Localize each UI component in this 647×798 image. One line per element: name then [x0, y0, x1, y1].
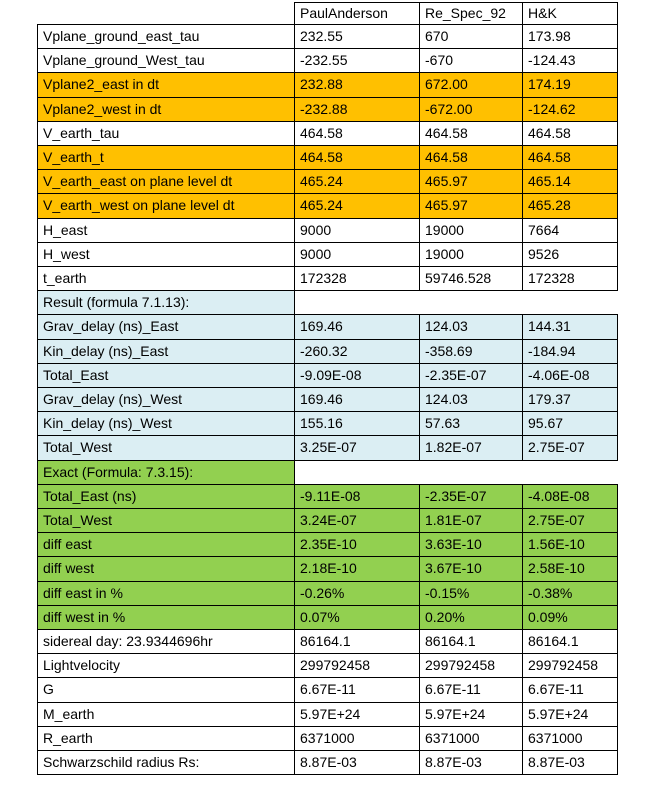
value-cell: 3.25E-07	[295, 436, 420, 460]
table-row	[38, 267, 618, 291]
row-label-cell: H_west	[38, 242, 295, 266]
value-cell: 172328	[523, 267, 618, 291]
table-row	[38, 291, 618, 315]
value-cell: 2.18E-10	[295, 557, 420, 581]
row-label-cell: Total_West	[38, 509, 295, 533]
table-row	[38, 315, 618, 339]
row-label-cell: Kin_delay (ns)_West	[38, 412, 295, 436]
section-blank-cell	[295, 291, 618, 315]
section-blank-cell	[295, 460, 618, 484]
value-cell: -670	[420, 49, 523, 73]
value-cell: -0.15%	[420, 581, 523, 605]
value-cell: 179.37	[523, 388, 618, 412]
value-cell: 173.98	[523, 25, 618, 49]
value-cell: 464.58	[295, 121, 420, 145]
value-cell: 299792458	[295, 654, 420, 678]
value-cell: -0.38%	[523, 581, 618, 605]
value-cell: 5.97E+24	[420, 702, 523, 726]
value-cell: 2.75E-07	[523, 509, 618, 533]
row-label-cell: Vplane_ground_West_tau	[38, 49, 295, 73]
table-row	[38, 97, 618, 121]
table-row	[38, 170, 618, 194]
table-row	[38, 25, 618, 49]
table-row	[38, 678, 618, 702]
value-cell: 3.67E-10	[420, 557, 523, 581]
table-row	[38, 654, 618, 678]
value-cell: 465.28	[523, 194, 618, 218]
row-label-cell: Lightvelocity	[38, 654, 295, 678]
table-row	[38, 509, 618, 533]
table-row	[38, 218, 618, 242]
value-cell: 7664	[523, 218, 618, 242]
section-label: Result (formula 7.1.13):	[38, 291, 295, 315]
table-row	[38, 363, 618, 387]
table-row	[38, 49, 618, 73]
value-cell: 6371000	[420, 726, 523, 750]
data-table	[37, 2, 618, 775]
value-cell: 174.19	[523, 73, 618, 97]
value-cell: 1.56E-10	[523, 533, 618, 557]
row-label-cell: M_earth	[38, 702, 295, 726]
row-label-cell: Total_East	[38, 363, 295, 387]
row-label-cell: H_east	[38, 218, 295, 242]
table-row	[38, 460, 618, 484]
row-label-cell: G	[38, 678, 295, 702]
value-cell: 86164.1	[420, 630, 523, 654]
row-label-cell: sidereal day: 23.9344696hr	[38, 630, 295, 654]
table-row	[38, 73, 618, 97]
value-cell: 464.58	[523, 146, 618, 170]
value-cell: 6.67E-11	[523, 678, 618, 702]
value-cell: 299792458	[523, 654, 618, 678]
value-cell: 1.82E-07	[420, 436, 523, 460]
row-label-cell: Vplane2_east in dt	[38, 73, 295, 97]
value-cell: 86164.1	[295, 630, 420, 654]
table-row	[38, 388, 618, 412]
value-cell: 8.87E-03	[295, 751, 420, 775]
value-cell: 169.46	[295, 388, 420, 412]
value-cell: 6371000	[523, 726, 618, 750]
value-cell: -672.00	[420, 97, 523, 121]
row-label-cell: Total_West	[38, 436, 295, 460]
value-cell: 8.87E-03	[523, 751, 618, 775]
header-hk: H&K	[523, 3, 618, 25]
value-cell: 19000	[420, 218, 523, 242]
row-label-cell: Grav_delay (ns)_West	[38, 388, 295, 412]
row-label-cell: Total_East (ns)	[38, 484, 295, 508]
value-cell: 0.09%	[523, 605, 618, 629]
value-cell: -124.62	[523, 97, 618, 121]
row-label-cell: Vplane_ground_east_tau	[38, 25, 295, 49]
value-cell: 465.24	[295, 170, 420, 194]
row-label-cell: V_earth_t	[38, 146, 295, 170]
table-row	[38, 630, 618, 654]
value-cell: 464.58	[295, 146, 420, 170]
value-cell: 6.67E-11	[420, 678, 523, 702]
value-cell: -2.35E-07	[420, 363, 523, 387]
value-cell: -260.32	[295, 339, 420, 363]
value-cell: 19000	[420, 242, 523, 266]
value-cell: 0.07%	[295, 605, 420, 629]
row-label-cell: diff east in %	[38, 581, 295, 605]
value-cell: -9.11E-08	[295, 484, 420, 508]
value-cell: 95.67	[523, 412, 618, 436]
table-body	[38, 25, 618, 775]
value-cell: -232.55	[295, 49, 420, 73]
table-row	[38, 242, 618, 266]
table-row	[38, 412, 618, 436]
value-cell: 464.58	[523, 121, 618, 145]
table-row	[38, 702, 618, 726]
table-row	[38, 751, 618, 775]
table-row	[38, 533, 618, 557]
row-label-cell: Schwarzschild radius Rs:	[38, 751, 295, 775]
value-cell: 1.81E-07	[420, 509, 523, 533]
value-cell: 155.16	[295, 412, 420, 436]
value-cell: 6371000	[295, 726, 420, 750]
row-label-cell: diff east	[38, 533, 295, 557]
value-cell: 232.88	[295, 73, 420, 97]
value-cell: 670	[420, 25, 523, 49]
table-row	[38, 581, 618, 605]
value-cell: 2.35E-10	[295, 533, 420, 557]
table-row	[38, 194, 618, 218]
value-cell: 172328	[295, 267, 420, 291]
spreadsheet-wrapper	[37, 2, 618, 775]
value-cell: 169.46	[295, 315, 420, 339]
value-cell: 3.24E-07	[295, 509, 420, 533]
value-cell: -4.06E-08	[523, 363, 618, 387]
value-cell: 3.63E-10	[420, 533, 523, 557]
value-cell: 124.03	[420, 388, 523, 412]
row-label-cell: t_earth	[38, 267, 295, 291]
value-cell: 2.75E-07	[523, 436, 618, 460]
section-label: Exact (Formula: 7.3.15):	[38, 460, 295, 484]
value-cell: 5.97E+24	[295, 702, 420, 726]
value-cell: -358.69	[420, 339, 523, 363]
header-row	[38, 3, 618, 25]
table-row	[38, 557, 618, 581]
value-cell: -184.94	[523, 339, 618, 363]
header-paulanderson: PaulAnderson	[295, 3, 420, 25]
value-cell: 144.31	[523, 315, 618, 339]
value-cell: 465.97	[420, 170, 523, 194]
table-row	[38, 605, 618, 629]
table-row	[38, 484, 618, 508]
value-cell: 9000	[295, 218, 420, 242]
value-cell: -0.26%	[295, 581, 420, 605]
value-cell: 465.14	[523, 170, 618, 194]
row-label-cell: diff west	[38, 557, 295, 581]
value-cell: 124.03	[420, 315, 523, 339]
value-cell: 59746.528	[420, 267, 523, 291]
row-label-cell: diff west in %	[38, 605, 295, 629]
value-cell: 672.00	[420, 73, 523, 97]
value-cell: 464.58	[420, 121, 523, 145]
row-label-cell: V_earth_tau	[38, 121, 295, 145]
value-cell: 465.97	[420, 194, 523, 218]
value-cell: 232.55	[295, 25, 420, 49]
table-row	[38, 436, 618, 460]
value-cell: 299792458	[420, 654, 523, 678]
table-row	[38, 339, 618, 363]
header-corner-cell	[38, 3, 295, 25]
value-cell: -4.08E-08	[523, 484, 618, 508]
value-cell: -9.09E-08	[295, 363, 420, 387]
value-cell: 9000	[295, 242, 420, 266]
value-cell: 5.97E+24	[523, 702, 618, 726]
table-row	[38, 146, 618, 170]
row-label-cell: Vplane2_west in dt	[38, 97, 295, 121]
table-row	[38, 726, 618, 750]
header-re-spec-92: Re_Spec_92	[420, 3, 523, 25]
value-cell: 465.24	[295, 194, 420, 218]
value-cell: 9526	[523, 242, 618, 266]
table-row	[38, 121, 618, 145]
value-cell: 86164.1	[523, 630, 618, 654]
value-cell: 2.58E-10	[523, 557, 618, 581]
value-cell: -232.88	[295, 97, 420, 121]
value-cell: 57.63	[420, 412, 523, 436]
value-cell: 8.87E-03	[420, 751, 523, 775]
row-label-cell: Kin_delay (ns)_East	[38, 339, 295, 363]
value-cell: 6.67E-11	[295, 678, 420, 702]
value-cell: -2.35E-07	[420, 484, 523, 508]
row-label-cell: Grav_delay (ns)_East	[38, 315, 295, 339]
value-cell: 0.20%	[420, 605, 523, 629]
value-cell: 464.58	[420, 146, 523, 170]
row-label-cell: V_earth_east on plane level dt	[38, 170, 295, 194]
row-label-cell: V_earth_west on plane level dt	[38, 194, 295, 218]
value-cell: -124.43	[523, 49, 618, 73]
row-label-cell: R_earth	[38, 726, 295, 750]
